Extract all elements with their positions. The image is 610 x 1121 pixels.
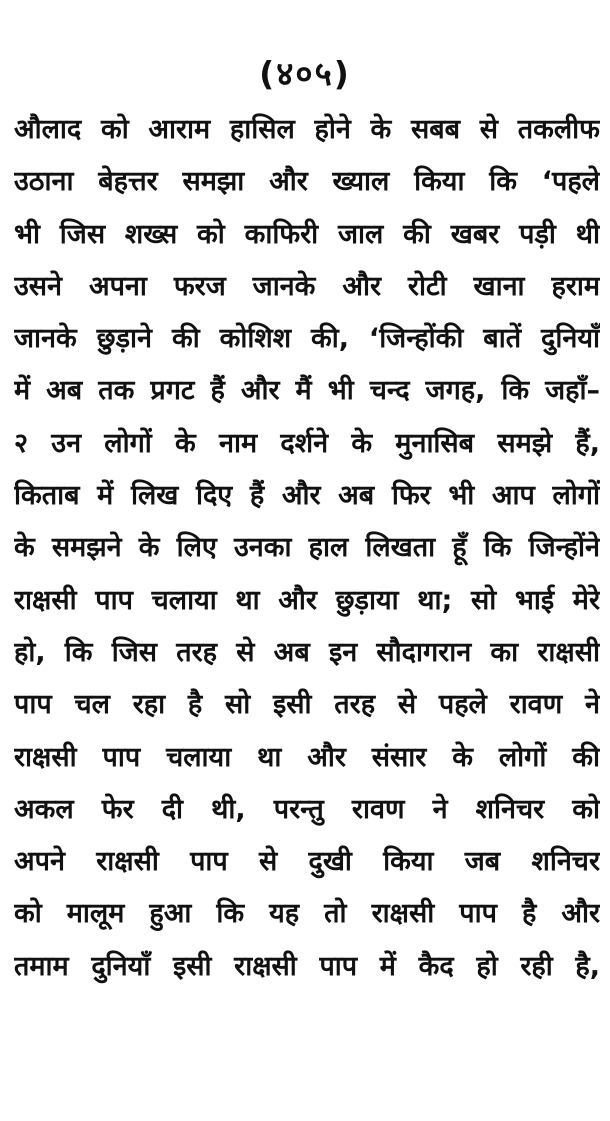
text-line-3: भी जिस शख्स को काफिरी जाल की खबर पड़ी थी bbox=[14, 218, 600, 250]
text-line-14: अकल फेर दी थी, परन्तु रावण ने शनिचर को bbox=[14, 793, 600, 825]
text-line-4: उसने अपना फरज जानके और रोटी खाना हराम bbox=[14, 270, 600, 302]
text-line-1: औलाद को आराम हासिल होने के सबब से तकलीफ bbox=[14, 114, 600, 145]
text-line-8: किताब में लिख दिए हैं और अब फिर भी आप लोगों bbox=[14, 480, 600, 512]
text-line-9: के समझने के लिए उनका हाल लिखता हूँ कि जिन्होंने bbox=[14, 532, 600, 564]
text-line-17: तमाम दुनियाँ इसी राक्षसी पाप में कैद हो रही है, bbox=[14, 950, 600, 982]
text-line-7: २ उन लोगों के नाम दर्शने के मुनासिब समझे हैं, bbox=[14, 427, 600, 459]
text-line-11: हो, कि जिस तरह से अब इन सौदागरान का राक्षसी bbox=[14, 636, 600, 668]
page-number: (४०५) bbox=[259, 54, 351, 93]
body-text bbox=[14, 104, 600, 993]
text-line-16: को मालूम हुआ कि यह तो राक्षसी पाप है और bbox=[14, 898, 600, 930]
text-line-13: राक्षसी पाप चलाया था और संसार के लोगों की bbox=[14, 741, 600, 773]
text-line-2: उठाना बेहत्तर समझा और ख्याल किया कि ‘पहले bbox=[14, 166, 600, 198]
text-line-15: अपने राक्षसी पाप से दुखी किया जब शनिचर bbox=[14, 846, 600, 878]
text-line-12: पाप चल रहा है सो इसी तरह से पहले रावण ने bbox=[14, 689, 600, 721]
text-line-5: जानके छुड़ाने की कोशिश की, ‘जिन्होंकी बातें दुनियाँ bbox=[14, 323, 600, 355]
text-line-6: में अब तक प्रगट हैं और मैं भी चन्द जगह, कि जहाँ– bbox=[14, 375, 600, 407]
text-line-10: राक्षसी पाप चलाया था और छुड़ाया था; सो भाई मेरे bbox=[14, 584, 600, 616]
